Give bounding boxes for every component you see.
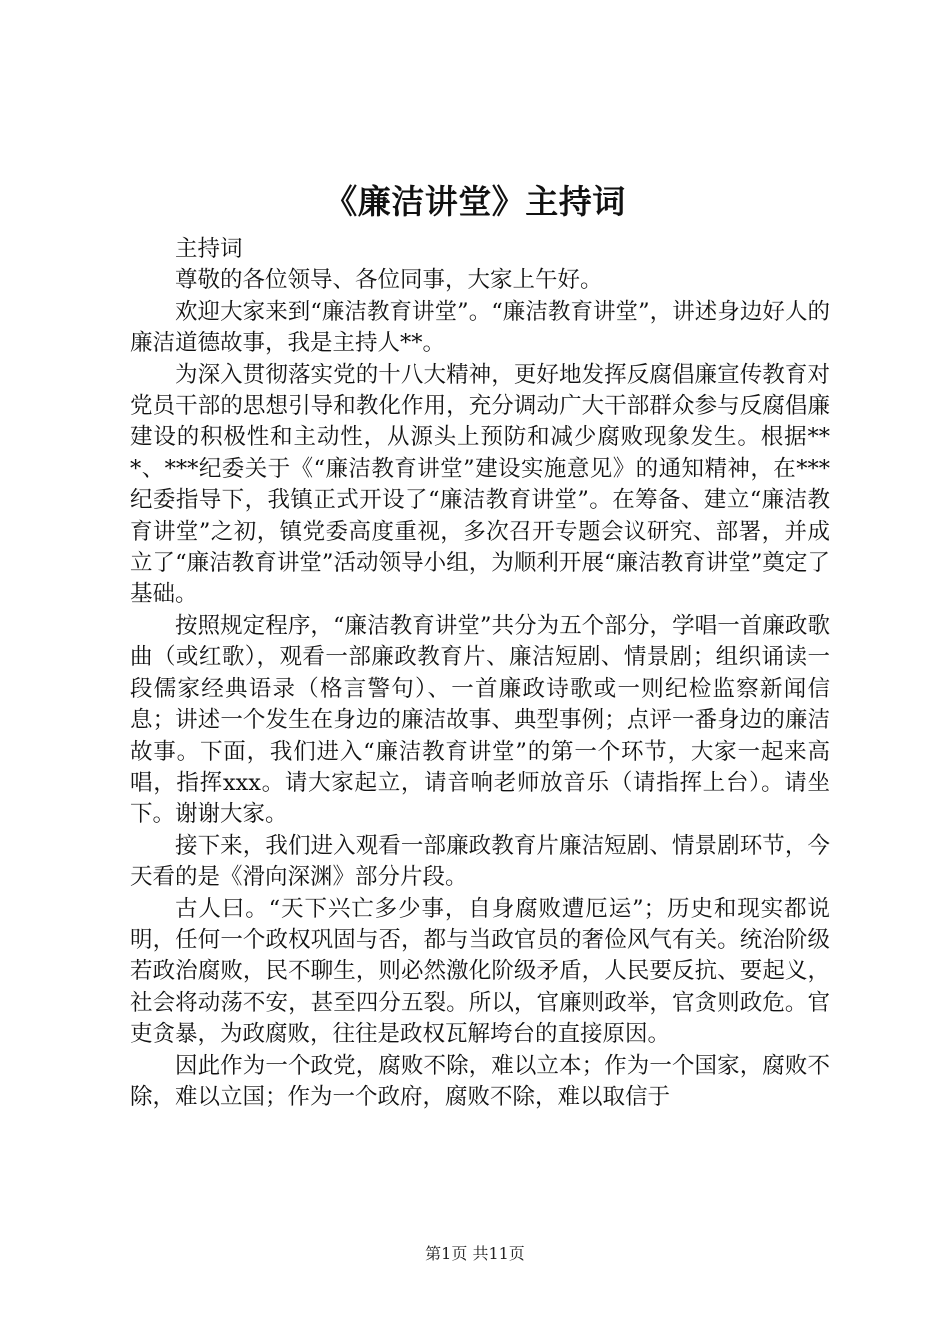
paragraph-welcome: 欢迎大家来到“廉洁教育讲堂”。“廉洁教育讲堂”，讲述身边好人的廉洁道德故事，我是主持人**。 (130, 298, 830, 357)
paragraph-history: 古人曰。“天下兴亡多少事，自身腐败遭厄运”；历史和现实都说明，任何一个政权巩固与否，都与当政官员的奢俭风气有关。统治阶级若政治腐败，民不聊生，则必然激化阶级矛盾，人民要反抗、要起义，社会将动荡不安，甚至四分五裂。所以，官廉则政举，官贪则政危。官吏贪暴，为政腐败，往往是政权瓦解垮台的直接原因。 (130, 895, 830, 1048)
document-body (130, 234, 830, 1113)
paragraph-greeting: 尊敬的各位领导、各位同事，大家上午好。 (175, 267, 603, 294)
document-title: 《廉洁讲堂》主持词 (324, 182, 626, 221)
paragraph-heading: 主持词 (175, 236, 243, 262)
paragraph-background: 为深入贯彻落实党的十八大精神，更好地发挥反腐倡廉宣传教育对党员干部的思想引导和教化作用，充分调动广大干部群众参与反腐倡廉建设的积极性和主动性，从源头上预防和减少腐败现象发生。根据***、***纪委关于《“廉洁教育讲堂”建设实施意见》的通知精神，在***纪委指导下，我镇正式开设了“廉洁教育讲堂”。在筹备、建立“廉洁教育讲堂”之初，镇党委高度重视，多次召开专题会议研究、部署，并成立了“廉洁教育讲堂”活动领导小组，为顺利开展“廉洁教育讲堂”奠定了基础。 (130, 361, 830, 608)
paragraph-procedure: 按照规定程序，“廉洁教育讲堂”共分为五个部分，学唱一首廉政歌曲（或红歌），观看一部廉政教育片、廉洁短剧、情景剧；组织诵读一段儒家经典语录（格言警句）、一首廉政诗歌或一则纪检监察新闻信息；讲述一个发生在身边的廉洁故事、典型事例；点评一番身边的廉洁故事。下面，我们进入“廉洁教育讲堂”的第一个环节，大家一起来高唱，指挥xxx。请大家起立，请音响老师放音乐（请指挥上台）。请坐下。谢谢大家。 (130, 612, 830, 828)
page-number: 第1页 共11页 (425, 1244, 525, 1263)
paragraph-conclusion: 因此作为一个政党，腐败不除，难以立本；作为一个国家，腐败不除，难以立国；作为一个政府，腐败不除，难以取信于 (130, 1052, 830, 1110)
paragraph-film: 接下来，我们进入观看一部廉政教育片廉洁短剧、情景剧环节，今天看的是《滑向深渊》部分片段。 (130, 832, 830, 891)
